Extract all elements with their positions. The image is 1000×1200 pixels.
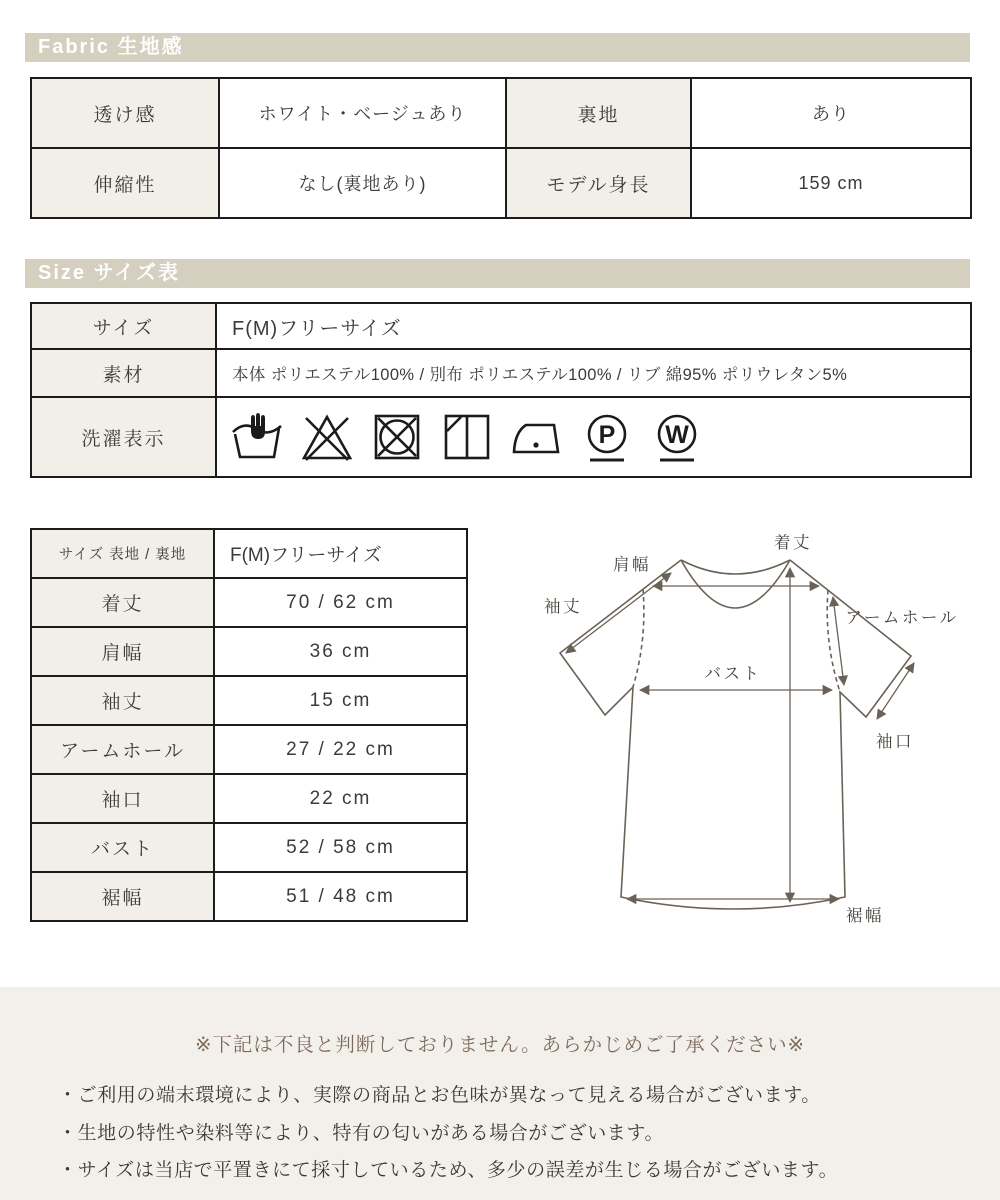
- measure-label-length: 着丈: [31, 578, 214, 627]
- diagram-label-armhole: アームホール: [845, 609, 959, 627]
- table-row: [31, 627, 467, 676]
- svg-text:W: W: [665, 421, 689, 449]
- measure-value-armhole: 27 / 22 cm: [214, 725, 467, 774]
- fabric-table: [30, 77, 972, 219]
- table-row: [31, 529, 467, 578]
- fabric-value-stretch: なし(裏地あり): [219, 148, 506, 218]
- disclaimer-footer: [0, 987, 1000, 1200]
- measure-value-sleeve-length: 15 cm: [214, 676, 467, 725]
- disclaimer-item-size: ・サイズは当店で平置きにて採寸しているため、多少の誤差が生じる場合がございます。: [58, 1160, 839, 1181]
- size-value: F(M)フリーサイズ: [216, 303, 971, 349]
- measure-label-armhole: アームホール: [31, 725, 214, 774]
- measure-value-shoulder: 36 cm: [214, 627, 467, 676]
- measure-header-label: サイズ 表地 / 裏地: [31, 529, 214, 578]
- size-label: サイズ: [31, 303, 216, 349]
- measure-label-hem: 裾幅: [31, 872, 214, 921]
- measure-value-length: 70 / 62 cm: [214, 578, 467, 627]
- table-row: [31, 349, 971, 397]
- table-row: [31, 823, 467, 872]
- size-info-table: [30, 302, 972, 478]
- hand-wash-icon: [229, 409, 285, 465]
- disclaimer-list: [0, 1077, 1000, 1190]
- measurements-table: [30, 528, 468, 922]
- fabric-value-sheerness: ホワイト・ベージュあり: [219, 78, 506, 148]
- table-row: [31, 872, 467, 921]
- material-value: 本体 ポリエステル100% / 別布 ポリエステル100% / リブ 綿95% ポリウレタン5%: [216, 349, 971, 397]
- measure-header-value: F(M)フリーサイズ: [214, 529, 467, 578]
- table-row: [31, 148, 971, 218]
- svg-text:P: P: [598, 421, 616, 449]
- table-row: [31, 303, 971, 349]
- measure-label-bust: バスト: [31, 823, 214, 872]
- do-not-bleach-icon: [299, 409, 355, 465]
- care-symbols-cell: [216, 397, 971, 477]
- size-section-title: Size サイズ表: [38, 262, 180, 284]
- iron-low-heat-icon: [509, 409, 565, 465]
- table-row: [31, 774, 467, 823]
- wet-clean-W-mild-icon: [649, 409, 705, 465]
- measure-label-cuff: 袖口: [31, 774, 214, 823]
- measure-value-bust: 52 / 58 cm: [214, 823, 467, 872]
- dry-clean-P-mild-icon: [579, 409, 635, 465]
- measure-label-shoulder: 肩幅: [31, 627, 214, 676]
- diagram-label-length: 着丈: [774, 534, 812, 552]
- armhole-seam-left: [633, 589, 644, 687]
- line-dry-in-shade-icon: [439, 409, 495, 465]
- table-row: [31, 676, 467, 725]
- table-row: [31, 725, 467, 774]
- cuff-arrow: [877, 663, 914, 719]
- diagram-labels: [544, 533, 959, 925]
- disclaimer-heading: ※下記は不良と判断しておりません。あらかじめご了承ください※: [195, 1034, 805, 1056]
- fabric-section-title: Fabric 生地感: [38, 36, 184, 58]
- diagram-label-bust: バスト: [704, 665, 762, 683]
- disclaimer-item-smell: ・生地の特性や染料等により、特有の匂いがある場合がございます。: [58, 1122, 665, 1144]
- fabric-label-lining: 裏地: [506, 78, 691, 148]
- table-row: [31, 578, 467, 627]
- tshirt-measurement-diagram: [503, 520, 995, 940]
- fabric-section-header: [25, 33, 970, 62]
- diagram-label-sleeve-length: 袖丈: [544, 598, 582, 616]
- fabric-label-stretch: 伸縮性: [31, 148, 219, 218]
- fabric-label-sheerness: 透け感: [31, 78, 219, 148]
- table-row: [31, 78, 971, 148]
- fabric-label-model-height: モデル身長: [506, 148, 691, 218]
- measure-label-sleeve-length: 袖丈: [31, 676, 214, 725]
- measure-value-hem: 51 / 48 cm: [214, 872, 467, 921]
- care-symbols-row: [218, 409, 969, 465]
- measure-value-cuff: 22 cm: [214, 774, 467, 823]
- size-section-header: [25, 259, 970, 288]
- diagram-label-hem: 裾幅: [846, 907, 884, 925]
- material-label: 素材: [31, 349, 216, 397]
- diagram-label-cuff: 袖口: [876, 733, 914, 751]
- do-not-tumble-dry-icon: [369, 409, 425, 465]
- diagram-label-shoulder: 肩幅: [613, 556, 651, 574]
- disclaimer-item-color: ・ご利用の端末環境により、実際の商品とお色味が異なって見える場合がございます。: [58, 1085, 821, 1106]
- fabric-value-model-height: 159 cm: [691, 148, 971, 218]
- table-row: [31, 397, 971, 477]
- care-label: 洗濯表示: [31, 397, 216, 477]
- fabric-value-lining: あり: [691, 78, 971, 148]
